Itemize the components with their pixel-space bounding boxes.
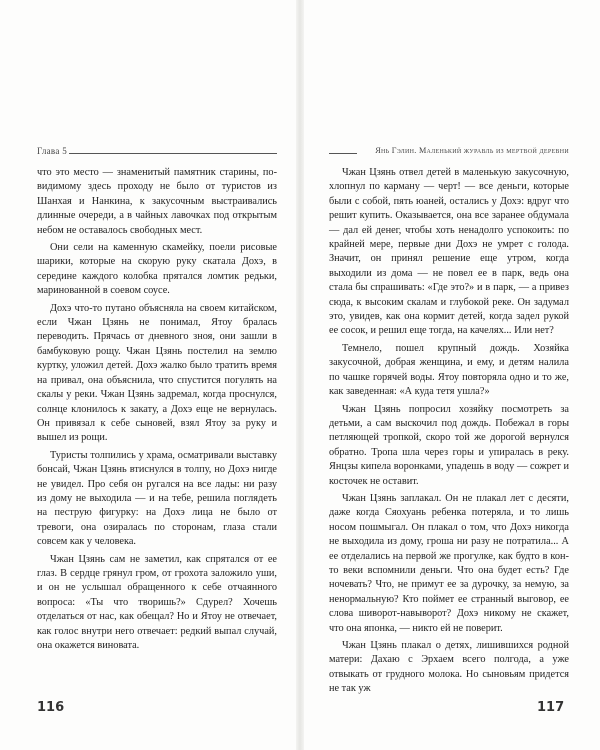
left-page bbox=[37, 146, 277, 653]
left-body-text bbox=[37, 166, 277, 653]
header-rule bbox=[69, 153, 277, 154]
left-running-header bbox=[37, 146, 277, 158]
book-title-label: Янь Гэлин. Маленький журавль из мертвой деревни bbox=[375, 146, 569, 155]
paragraph: Чжан Цзянь сам не заметил, как спрятался от ее глаз. В сердце грянул гром, от грохота заложило уши, и он не услышал обращенного к себе отчаянного вопроса: «Ты что творишь?» Сдурел? Хочешь отделаться от нас, как обещал? Но и Ятоу не отвечает, как голос внутри него отвечает: редкий выпал случай, она окажется виновата. bbox=[37, 553, 277, 651]
right-body-text bbox=[329, 166, 569, 697]
header-rule bbox=[329, 153, 357, 154]
paragraph: Темнело, пошел крупный дождь. Хозяйка закусочной, добрая женщина, и ему, и детям налила по чашке горячей воды. Ятоу повторяла одно и то же, как заведенная: «А куда тетя ушла?» bbox=[329, 342, 569, 398]
chapter-label: Глава 5 bbox=[37, 146, 67, 156]
paragraph: что это место — знаменитый памятник старины, по-видимому здесь проходу не было от туристов из Шанхая и Нанкина, к закусочным выстраивались длинные очереди, а в чайных лавочках под открытым небом не оставалось свободных мест. bbox=[37, 167, 277, 236]
paragraph: Чжан Цзянь отвел детей в маленькую закусочную, хлопнул по карману — черт! — все деньги, которые были с собой, пять юаней, остались у Дохэ: вдруг что решит купить. Оказывается, она все заранее обдумала — дал ей денег, чтобы хоть ненадолго успокоить: по крайней мере, первые дни Дохэ не умрет с голода. Значит, он принял решение еще утром, когда выходили из дома — не повел ее в парк, ведь она стала бы спрашивать: «Где это?» и в парк, — а привез сюда, к высоким скалам и глубокой реке. Он задумал это, увидев, как она кормит детей, когда задел рукой ее сосок, и решил еще тогда, на качелях... Или нет? bbox=[329, 167, 569, 337]
paragraph: Дохэ что-то путано объясняла на своем китайском, если Чжан Цзянь не понимал, Ятоу бралась переводить. Прячась от дневного зноя, они зашли в бамбуковую рощу. Чжан Цзянь постелил на землю куртку, уложил детей. Дохэ жалко было тратить время на привал, она объяснила, что спустится погулять на скалы у реки. Чжан Цзянь задремал, когда проснулся, солнце клонилось к закату, а Дохэ еще не вернулась. Он привязал к себе сыновей, взял Ятоу за руку и вышел из рощи. bbox=[37, 302, 277, 444]
paragraph: Чжан Цзянь заплакал. Он не плакал лет с десяти, даже когда Сяохуань ребенка потеряла, и то лишь носом пошмыгал. Он плакал о том, что Дохэ никогда не выходила из дому, гроша ни разу не потратила... А ее отделались на первой же прогулке, как будто в кон-то веки вспомнили деньги. Что она будет есть? Где ночевать? Что, не примут ее за дурочку, за немую, за ненормальную? Кто поймет ее странный выговор, ее слова шиворот-навыворот? Дохэ никому не скажет, что она японка, — никто ей не поверит. bbox=[329, 492, 569, 634]
paragraph: Чжан Цзянь попросил хозяйку посмотреть за детьми, а сам выскочил под дождь. Побежал в горы петляющей тропкой, скоро той же дорогой вернулся обратно. Тропа шла через горы и упиралась в реку. Янцзы кипела воронками, упадешь в воду — сожрет и косточек не оставит. bbox=[329, 403, 569, 487]
paragraph: Чжан Цзянь плакал о детях, лишившихся родной матери: Дахаю с Эрхаем всего полгода, а уже отвыкать от грудного молока. Но сыновьям придется не так уж bbox=[329, 640, 569, 695]
right-running-header bbox=[329, 146, 569, 158]
right-page bbox=[329, 146, 569, 697]
paragraph: Туристы толпились у храма, осматривали выставку бонсай, Чжан Цзянь втиснулся в толпу, но Дохэ нигде не увидел. Про себя он ругался на все лады: ни разу из дому не выходила — и на тебе, решила поглядеть на пеструю фигурку: на Дохэ лица не было от тревоги, она озиралась по сторонам, глаза стали совсем как у человека. bbox=[37, 449, 277, 548]
paragraph: Они сели на каменную скамейку, поели рисовые шарики, которые на скорую руку скатала Дохэ, в середине каждого колобка прятался ломтик редьки, маринованной в соевом соусе. bbox=[37, 242, 277, 297]
page-number-right: 117 bbox=[537, 700, 565, 715]
book-gutter bbox=[296, 0, 304, 750]
page-number-left: 116 bbox=[37, 700, 65, 715]
